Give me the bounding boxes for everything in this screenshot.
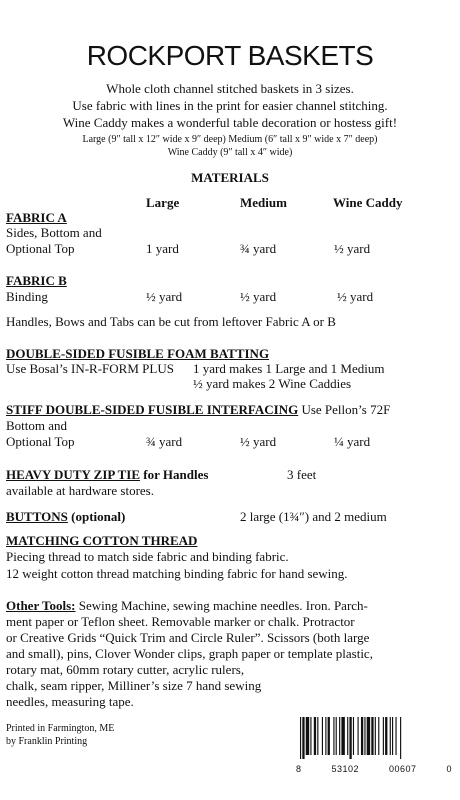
buttons-heading: BUTTONS [6,509,68,524]
interfacing-medium: ½ yard [240,434,277,449]
barcode-left-digits: 53102 [331,764,360,774]
interfacing-heading: STIFF DOUBLE-SIDED FUSIBLE INTERFACING [6,402,299,417]
foam-batting-detail: 1 yard makes 1 Large and 1 Medium [193,361,385,376]
other-tools-line: chalk, seam ripper, Milliner’s size 7 hand sewing [6,678,262,693]
column-header-wine-caddy: Wine Caddy [333,195,403,210]
fabric-b-line: Binding [6,289,48,304]
page-title: ROCKPORT BASKETS [86,40,374,71]
barcode-check-digit: 0 [446,764,452,774]
barcode-number [296,764,452,774]
leftover-note: Handles, Bows and Tabs can be cut from leftover Fabric A or B [6,314,336,329]
other-tools-line: rotary mat, 60mm rotary cutter, acrylic rulers, [6,662,245,677]
materials-heading: MATERIALS [191,170,269,185]
interfacing-wine-caddy: ¼ yard [334,434,371,449]
size-line: Large (9″ tall x 12″ wide x 9″ deep) Medium (6″ tall x 9″ wide x 7″ deep) [82,134,378,145]
fabric-a-heading: FABRIC A [6,210,67,225]
fabric-b-large: ½ yard [146,289,183,304]
buttons-heading-suffix: (optional) [67,509,126,524]
foam-batting-detail: ½ yard makes 2 Wine Caddies [193,376,352,391]
fabric-a-medium: ¾ yard [240,241,277,256]
other-tools-row [6,598,368,613]
fabric-b-medium: ½ yard [240,289,277,304]
size-line: Wine Caddy (9″ tall x 4″ wide) [167,147,293,158]
printer-credit: by Franklin Printing [6,736,88,747]
other-tools-line: Sewing Machine, sewing machine needles. Iron. Parch- [75,598,368,613]
thread-line: Piecing thread to match side fabric and binding fabric. [6,549,289,564]
other-tools-heading: Other Tools: [6,598,76,613]
intro-text [0,80,460,131]
fabric-b-wine-caddy: ½ yard [337,289,374,304]
fabric-b-heading: FABRIC B [6,273,67,288]
fabric-a-wine-caddy: ½ yard [334,241,371,256]
other-tools-line: ment paper or Teflon sheet. Removable marker or chalk. Protractor [6,614,355,629]
interfacing-line: Optional Top [6,434,75,449]
intro-line: Use fabric with lines in the print for easier channel stitching. [72,98,388,113]
column-header-large: Large [146,195,180,210]
interfacing-row [6,402,390,417]
buttons-amount: 2 large (1¾″) and 2 medium [240,509,387,524]
other-tools-line: or Creative Grids “Quick Trim and Circle Ruler”. Scissors (both large [6,630,370,645]
size-dimensions [0,133,460,159]
interfacing-large: ¾ yard [146,434,183,449]
fabric-a-line: Optional Top [6,241,75,256]
barcode-right-digits: 00607 [388,764,417,774]
zip-tie-line: available at hardware stores. [6,483,154,498]
intro-line: Whole cloth channel stitched baskets in 3 sizes. [106,81,354,96]
zip-tie-heading: HEAVY DUTY ZIP TIE [6,467,141,482]
other-tools-line: needles, measuring tape. [6,694,134,709]
printer-credit: Printed in Farmington, ME [6,723,115,734]
barcode [296,717,452,759]
foam-batting-line: Use Bosal’s IN-R-FORM PLUS [6,361,174,376]
buttons-row [6,509,125,524]
barcode-lead-digit: 8 [296,764,302,774]
zip-tie-heading-suffix: for Handles [140,467,209,482]
zip-tie-row [6,467,208,482]
thread-heading: MATCHING COTTON THREAD [6,533,198,548]
thread-line: 12 weight cotton thread matching binding fabric for hand sewing. [6,566,348,581]
zip-tie-amount: 3 feet [287,467,317,482]
intro-line: Wine Caddy makes a wonderful table decoration or hostess gift! [62,115,398,130]
other-tools-line: and small), pins, Clover Wonder clips, graph paper or template plastic, [6,646,373,661]
foam-batting-heading: DOUBLE-SIDED FUSIBLE FOAM BATTING [6,346,270,361]
interfacing-suffix: Use Pellon’s 72F [301,402,391,417]
column-header-medium: Medium [240,195,287,210]
interfacing-line: Bottom and [6,418,68,433]
fabric-a-large: 1 yard [146,241,179,256]
fabric-a-line: Sides, Bottom and [6,225,102,240]
